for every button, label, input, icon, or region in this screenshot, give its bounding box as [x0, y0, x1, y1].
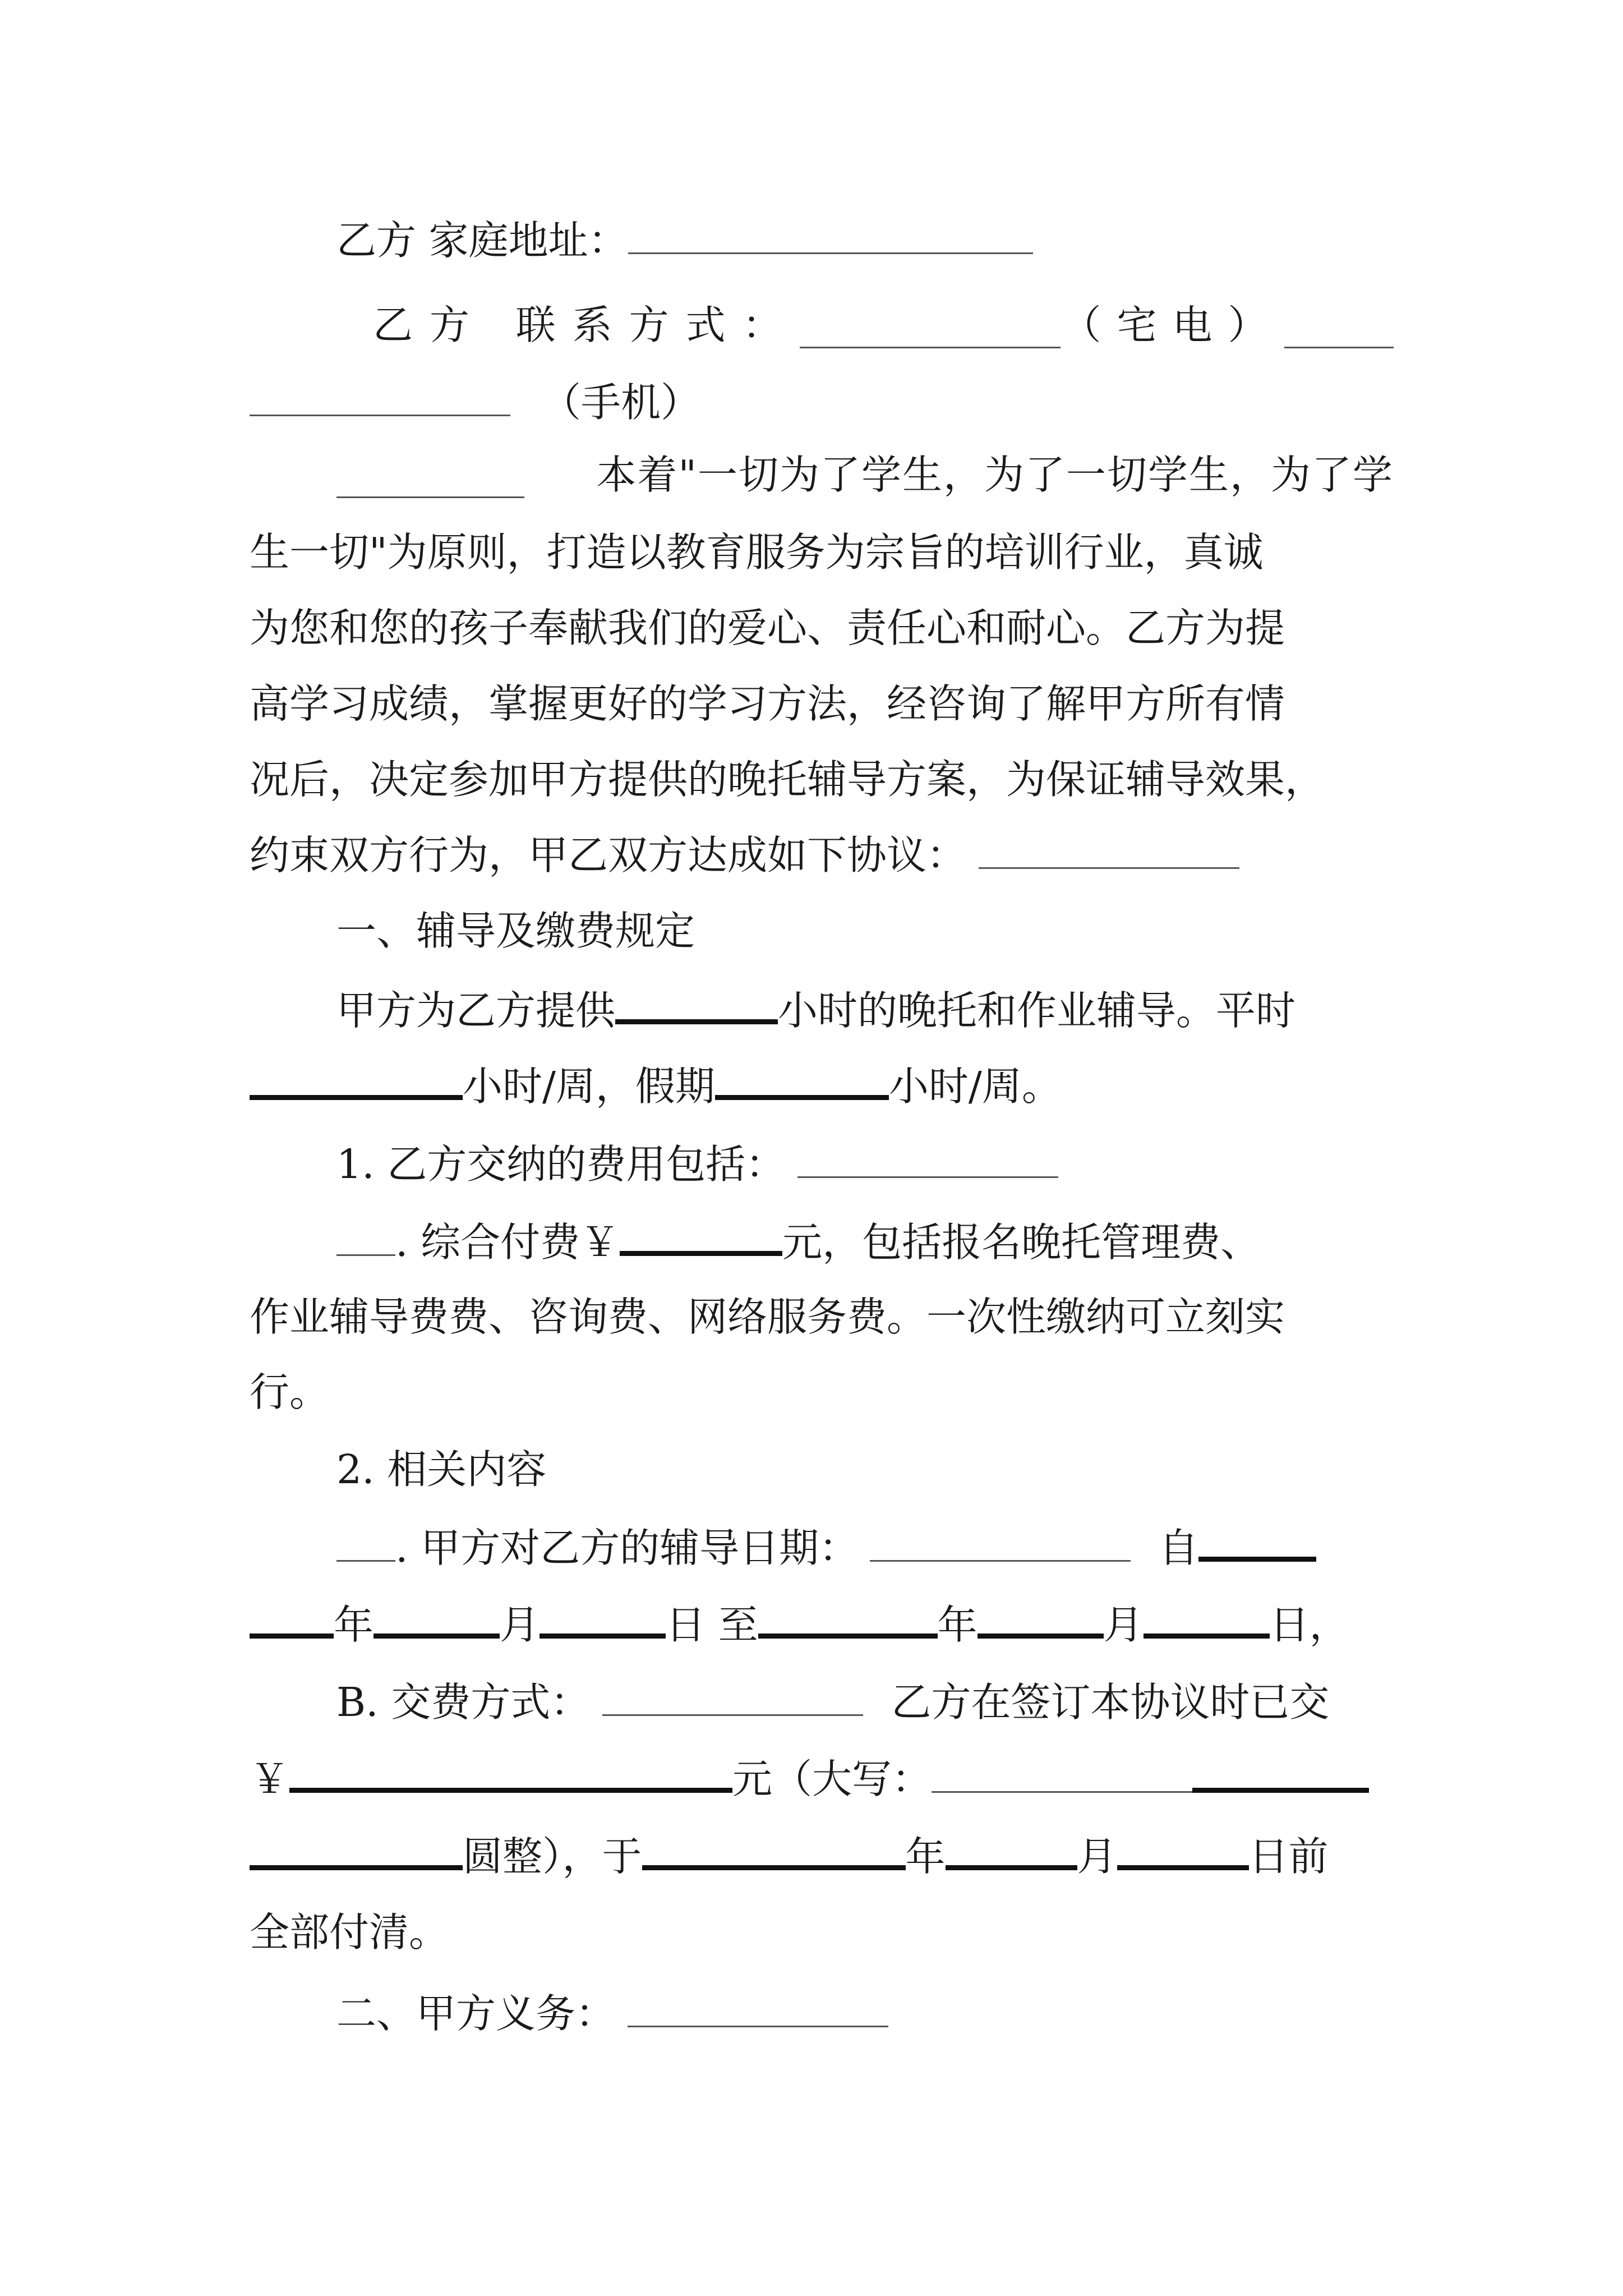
- deadline-year-label: 年: [905, 1833, 946, 1880]
- end-day-blank: [1144, 1592, 1270, 1639]
- intro-line-6: [250, 822, 1394, 889]
- hours-line-1: [336, 977, 1394, 1045]
- contact-line: [373, 292, 1394, 359]
- date-line-1: [336, 1515, 1394, 1582]
- address-line: [336, 207, 1481, 274]
- home-phone-label: （宅电）: [1061, 302, 1284, 348]
- deadline-day-blank: [1117, 1824, 1249, 1870]
- amount-words-blank: [932, 1747, 1192, 1793]
- payment-line-1: [336, 1669, 1394, 1736]
- to-label: 日 至: [666, 1602, 758, 1648]
- hours-text-a: 甲方为乙方提供: [336, 987, 616, 1034]
- section-1-heading: 一、辅导及缴费规定: [336, 908, 695, 954]
- item-1-line: [336, 1131, 1481, 1198]
- intro-line-1: [336, 441, 1394, 509]
- start-month-blank: [374, 1592, 500, 1639]
- fee-text-a: . 综合付费￥: [395, 1219, 620, 1266]
- date-text-from: 自: [1159, 1525, 1199, 1571]
- section-2-heading-line: [336, 1980, 1481, 2047]
- holiday-hours-blank: [715, 1053, 889, 1100]
- yen-sign: ￥: [250, 1756, 290, 1802]
- deadline-month-label: 月: [1077, 1833, 1117, 1880]
- hours-line-2: [250, 1053, 1394, 1120]
- amount-words-bold-blank-1: [1192, 1746, 1369, 1793]
- section-2-blank: [628, 1982, 888, 2027]
- hours-text-c: 小时/周，假期: [463, 1063, 715, 1110]
- intro-line-4: 高学习成绩，掌握更好的学习方法，经咨询了解甲方所有情: [250, 680, 1285, 727]
- paid-amount-blank: [289, 1746, 732, 1793]
- amount-words-bold-blank-2: [250, 1824, 463, 1870]
- date-line-2: [250, 1591, 1394, 1659]
- item-1-blank: [797, 1133, 1058, 1178]
- weekday-hours-blank: [250, 1053, 463, 1100]
- agreement-blank: [979, 823, 1239, 869]
- item-1-text: 1. 乙方交纳的费用包括：: [336, 1141, 786, 1188]
- payment-line-4: 全部付清。: [250, 1909, 449, 1955]
- payment-text-a: B. 交费方式：: [336, 1679, 591, 1726]
- fee-text-b: 元，包括报名晚托管理费、: [782, 1219, 1261, 1266]
- deadline-day-label: 日前: [1248, 1833, 1329, 1880]
- payment-method-blank: [602, 1671, 863, 1716]
- fee-amount-blank: [620, 1209, 782, 1256]
- end-year-blank: [758, 1592, 938, 1639]
- end-month-label: 月: [1103, 1602, 1144, 1648]
- date-letter-blank: [336, 1516, 395, 1562]
- fee-line-3: 行。: [250, 1369, 330, 1415]
- date-text-a: . 甲方对乙方的辅导日期：: [395, 1525, 859, 1571]
- school-name-blank: [336, 453, 524, 498]
- mobile-label: （手机）: [541, 379, 701, 426]
- intro-line-2: 生一切"为原则，打造以教育服务为宗旨的培训行业，真诚: [250, 529, 1264, 576]
- start-year-blank-part1: [1198, 1515, 1316, 1562]
- intro-line-3: 为您和您的孩子奉献我们的爱心、责任心和耐心。乙方为提: [250, 605, 1285, 651]
- item-2-line: 2. 相关内容: [336, 1446, 547, 1493]
- address-label: 乙方 家庭地址：: [336, 217, 628, 264]
- home-phone-blank: [800, 303, 1061, 348]
- intro-text-6: 约束双方行为，甲乙双方达成如下协议：: [250, 832, 967, 878]
- payment-text-e: 圆整），于: [463, 1833, 642, 1880]
- section-2-heading: 二、甲方义务：: [336, 1990, 616, 2037]
- intro-line-5: 况后，决定参加甲方提供的晚托辅导方案，为保证辅导效果，: [250, 756, 1325, 803]
- intro-text-1: 本着"一切为了学生，为了一切学生，为了学: [596, 452, 1394, 498]
- payment-text-d: 元（大写：: [732, 1756, 932, 1802]
- mobile-line: [250, 369, 1394, 436]
- mobile-blank-part1: [1284, 303, 1394, 348]
- fee-letter-blank: [336, 1211, 395, 1256]
- deadline-month-blank: [946, 1824, 1077, 1870]
- date-blank: [870, 1516, 1131, 1562]
- fee-line-1: [336, 1209, 1394, 1276]
- hours-text-d: 小时/周。: [888, 1063, 1062, 1110]
- deadline-year-blank: [642, 1824, 906, 1870]
- fee-line-2: 作业辅导费费、咨询费、网络服务费。一次性缴纳可立刻实: [250, 1294, 1285, 1340]
- phone-label: 乙方 联系方式：: [373, 302, 799, 348]
- start-day-blank: [540, 1592, 666, 1639]
- payment-text-b: 乙方在签订本协议时已交: [891, 1679, 1330, 1726]
- start-year-label: 年: [334, 1602, 374, 1648]
- mobile-blank-part2: [250, 371, 510, 416]
- end-month-blank: [978, 1592, 1104, 1639]
- start-year-blank-part2: [250, 1592, 334, 1639]
- payment-line-2: [250, 1746, 1394, 1813]
- end-day-label: 日，: [1269, 1602, 1349, 1648]
- payment-line-3: [250, 1823, 1394, 1890]
- address-blank: [628, 209, 1033, 254]
- end-year-label: 年: [937, 1602, 978, 1648]
- total-hours-blank: [615, 978, 778, 1024]
- start-month-label: 月: [500, 1602, 540, 1648]
- hours-text-b: 小时的晚托和作业辅导。平时: [778, 987, 1296, 1034]
